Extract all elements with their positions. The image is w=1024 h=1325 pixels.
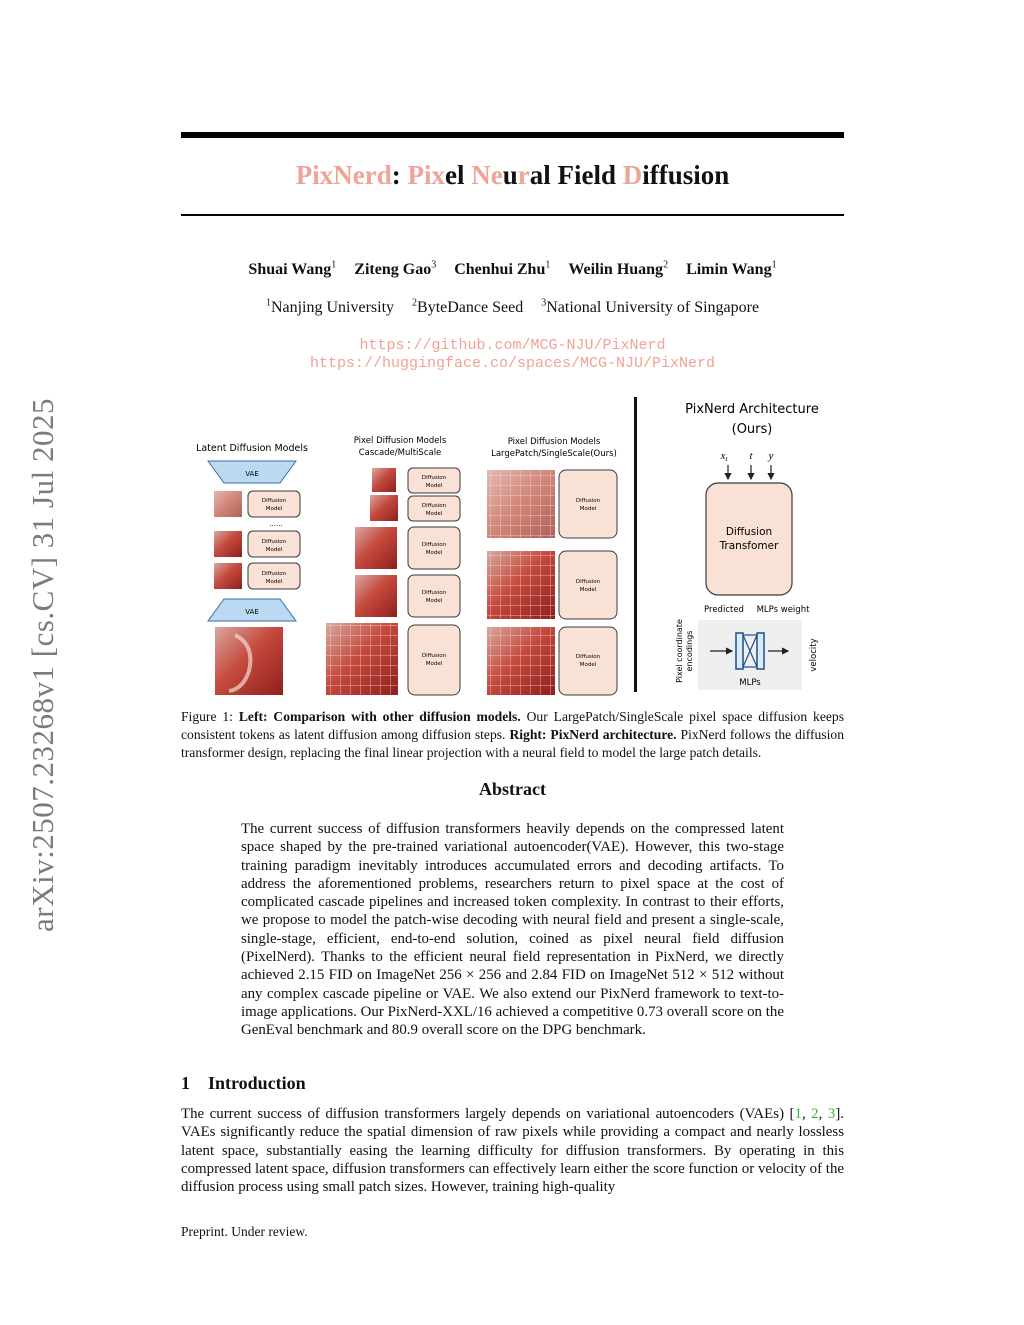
svg-text:LargePatch/SingleScale(Ours): LargePatch/SingleScale(Ours) bbox=[491, 449, 617, 459]
title-text: el bbox=[444, 160, 472, 190]
abstract-heading: Abstract bbox=[479, 779, 546, 799]
intro-text: , bbox=[801, 1106, 812, 1122]
title-highlight: PixNerd bbox=[295, 160, 392, 190]
title-highlight: r bbox=[517, 160, 530, 190]
title-text: u bbox=[502, 160, 518, 190]
latent-image bbox=[214, 531, 242, 557]
diffusion-model-box bbox=[408, 527, 460, 569]
title-text: iffusion bbox=[642, 160, 730, 190]
svg-text:Model: Model bbox=[579, 587, 597, 593]
svg-text:Diffusion: Diffusion bbox=[421, 590, 447, 596]
title-highlight: Pix bbox=[407, 160, 445, 190]
diffusion-model-box bbox=[408, 625, 460, 695]
svg-text:Diffusion: Diffusion bbox=[261, 571, 287, 577]
figure-1 bbox=[190, 395, 830, 700]
panel2-title: Pixel Diffusion Models bbox=[353, 436, 447, 446]
svg-text:Diffusion: Diffusion bbox=[575, 579, 601, 585]
svg-text:(Ours): (Ours) bbox=[731, 422, 773, 437]
intro-text: The current success of diffusion transformers largely depends on variational autoencoders (VAEs) [ bbox=[181, 1106, 795, 1122]
latent-image bbox=[214, 491, 242, 517]
title-rule-top bbox=[181, 132, 844, 138]
diffusion-model-box bbox=[559, 551, 617, 619]
panel3-title: Pixel Diffusion Models bbox=[507, 437, 601, 447]
svg-text:Transfomer: Transfomer bbox=[719, 540, 779, 552]
velocity-label: velocity bbox=[809, 638, 819, 672]
title-highlight: Ne bbox=[471, 160, 503, 190]
cascade-image bbox=[372, 468, 396, 492]
page-footer: Preprint. Under review. bbox=[181, 1224, 308, 1239]
svg-text:Model: Model bbox=[579, 662, 597, 668]
cascade-image bbox=[370, 495, 398, 521]
diffusion-model-box bbox=[559, 627, 617, 695]
title-text: : bbox=[391, 160, 408, 190]
diffusion-model-box bbox=[408, 575, 460, 617]
title-rule-bottom bbox=[181, 214, 844, 216]
diffusion-model-box bbox=[559, 470, 617, 538]
vae-label-bottom: VAE bbox=[245, 608, 259, 616]
section-heading: 1 Introduction bbox=[181, 1073, 306, 1093]
ellipsis: ...... bbox=[269, 520, 283, 528]
svg-text:Diffusion: Diffusion bbox=[421, 503, 447, 509]
cascade-image bbox=[355, 575, 397, 617]
affiliation: $^2$ByteDance Seed bbox=[412, 298, 524, 317]
svg-text:Model: Model bbox=[425, 598, 443, 604]
author-name: Shuai Wang$^1$ bbox=[248, 260, 337, 279]
svg-text:Model: Model bbox=[579, 506, 597, 512]
affiliation: $^1$Nanjing University bbox=[265, 298, 395, 317]
diffusion-model-box bbox=[248, 491, 300, 517]
paper-title bbox=[181, 160, 844, 191]
svg-text:Diffusion: Diffusion bbox=[575, 654, 601, 660]
input-t: t bbox=[749, 450, 753, 462]
svg-text:Cascade/MultiScale: Cascade/MultiScale bbox=[358, 448, 442, 458]
affiliation: $^3$National University of Singapore bbox=[541, 298, 760, 317]
vae-label-top: VAE bbox=[245, 470, 259, 478]
input-xt: xt bbox=[720, 450, 728, 463]
panel-divider bbox=[634, 397, 637, 692]
panel4-title: PixNerd Architecture bbox=[685, 402, 819, 417]
svg-text:Model: Model bbox=[265, 547, 283, 553]
citation-link[interactable]: 1 bbox=[794, 1106, 802, 1122]
pixel-coordinate-label: Pixel coordinate bbox=[675, 619, 684, 683]
panel1-title: Latent Diffusion Models bbox=[196, 443, 308, 454]
predicted-label: Predicted bbox=[704, 605, 744, 615]
introduction-paragraph bbox=[181, 1105, 844, 1196]
huggingface-link[interactable]: https://huggingface.co/spaces/MCG-NJU/PixNerd bbox=[309, 355, 716, 372]
author-name: Weilin Huang$^2$ bbox=[568, 260, 669, 279]
svg-text:Model: Model bbox=[265, 579, 283, 585]
abstract-body: The current success of diffusion transformers heavily depends on the compressed latent space shaped by the pre-trained variational autoencoder(VAE). However, this two-stage training paradigm inevitably introduces accumulated errors and decoding artifacts. To address the aforementioned problems, researchers return to pixel space at the cost of complicated cascade pipelines and increased token complexity. In contrast to their efforts, we propose to model the patch-wise decoding with neural field and present a single-scale, single-stage, efficient, end-to-end solution, coined as pixel neural field diffusion (PixelNerd). Thanks to the efficient neural field representation in PixNerd, we directly achieved 2.15 FID on ImageNet 256 × 256 and 2.84 FID on ImageNet 512 × 512 without any complex cascade pipeline or VAE. We also extend our PixNerd framework to text-to-image applications. Our PixNerd-XXL/16 achieved a competitive 0.73 overall score on the GenEval benchmark and 80.9 overall score on the DPG benchmark. bbox=[241, 821, 784, 1039]
project-links bbox=[181, 337, 844, 373]
mlps-weight-label: MLPs weight bbox=[756, 605, 810, 615]
svg-text:Model: Model bbox=[265, 506, 283, 512]
diffusion-transformer-label: Diffusion bbox=[725, 526, 773, 538]
author-list bbox=[181, 260, 844, 279]
svg-text:Diffusion: Diffusion bbox=[261, 539, 287, 545]
svg-text:Diffusion: Diffusion bbox=[421, 542, 447, 548]
svg-text:Diffusion: Diffusion bbox=[421, 475, 447, 481]
latent-image bbox=[214, 563, 242, 589]
author-name: Ziteng Gao$^3$ bbox=[354, 260, 437, 279]
citation-link[interactable]: 2 bbox=[811, 1106, 819, 1122]
diffusion-transformer-box bbox=[706, 483, 792, 595]
author-name: Limin Wang$^1$ bbox=[686, 260, 777, 279]
title-text: al Field bbox=[529, 160, 623, 190]
github-link[interactable]: https://github.com/MCG-NJU/PixNerd bbox=[359, 337, 666, 354]
svg-text:Model: Model bbox=[425, 661, 443, 667]
title-highlight: D bbox=[622, 160, 643, 190]
svg-text:Diffusion: Diffusion bbox=[575, 498, 601, 504]
intro-text: , bbox=[818, 1106, 828, 1122]
svg-text:encodings: encodings bbox=[685, 630, 694, 672]
citation-link[interactable]: 3 bbox=[827, 1106, 836, 1122]
arxiv-identifier: arXiv:2507.23268v1 [cs.CV] 31 Jul 2025 bbox=[25, 398, 60, 932]
intro-text: ]. VAEs significantly reduce the spatial dimension of raw pixels while providing a compact and nearly lossless latent space, substantially easing the learning difficulty for diffusion transformers. By operating in this compressed latent space, diffusion transformers can effectively learn either the score function or velocity of the diffusion process using small patch sizes. However, training high-quality bbox=[181, 1106, 844, 1196]
cascade-image bbox=[355, 527, 397, 569]
affiliation-list bbox=[181, 298, 844, 317]
author-name: Chenhui Zhu$^1$ bbox=[454, 260, 551, 279]
svg-text:Diffusion: Diffusion bbox=[261, 498, 287, 504]
mlps-label: MLPs bbox=[739, 678, 761, 688]
input-y: y bbox=[768, 450, 774, 462]
svg-text:Model: Model bbox=[425, 550, 443, 556]
figure-caption: Figure 1: Left: Comparison with other diffusion models. Our LargePatch/SingleScale pixel space diffusion keeps consistent tokens as latent diffusion among diffusion steps. Right: PixNerd architecture. PixNerd follows the diffusion transformer design, replacing the final linear projection with a neural field to model the large patch details. bbox=[181, 709, 845, 760]
figure-1-diagram bbox=[190, 395, 830, 700]
svg-text:Model: Model bbox=[425, 483, 443, 489]
svg-text:Diffusion: Diffusion bbox=[421, 653, 447, 659]
svg-text:Model: Model bbox=[425, 511, 443, 517]
